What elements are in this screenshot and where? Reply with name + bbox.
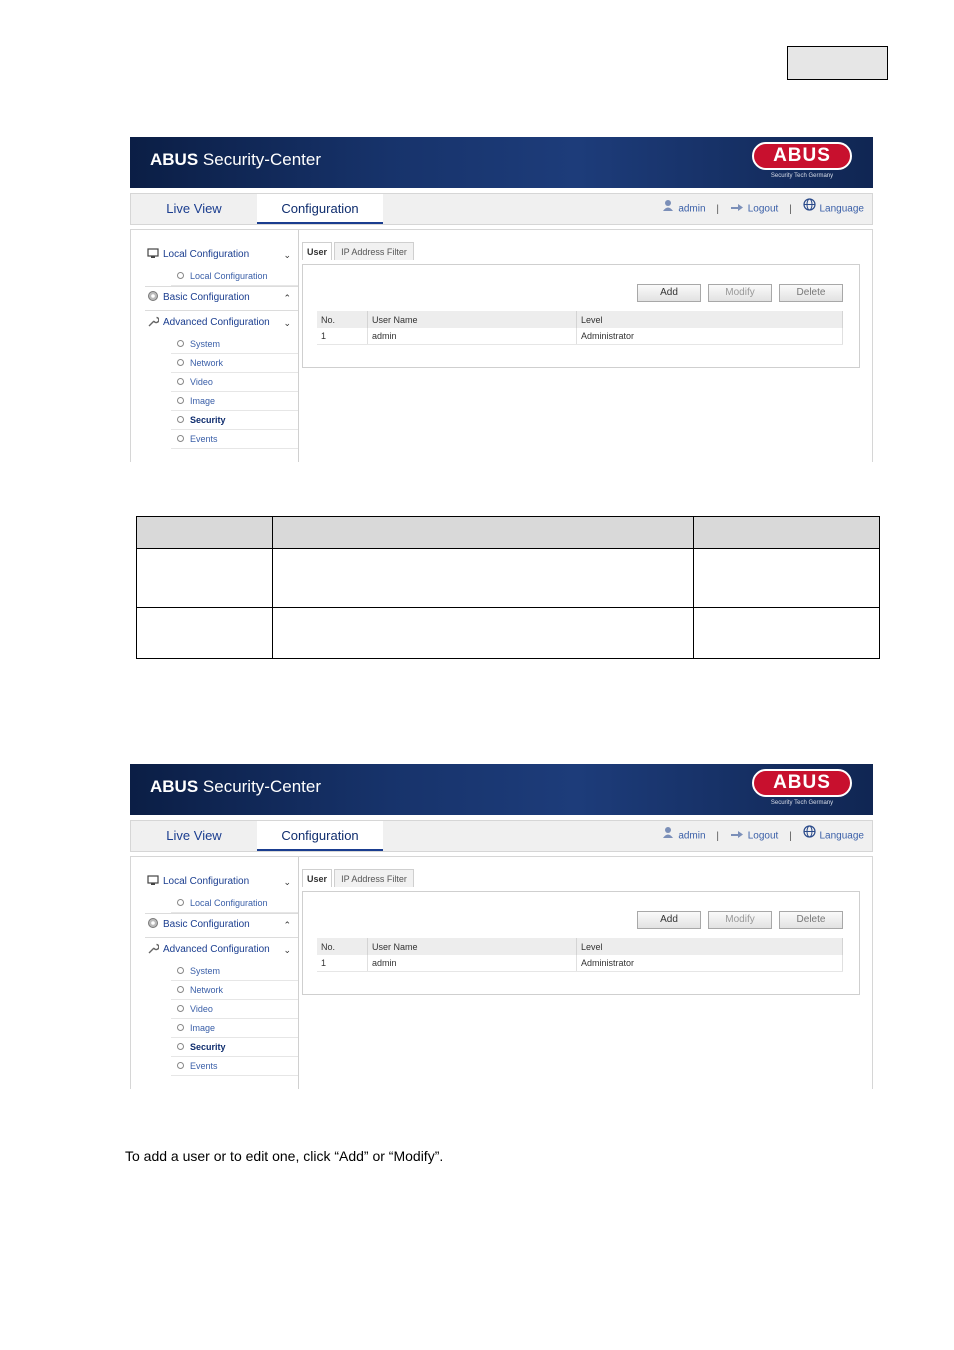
- nav-right: admin | Logout | Language: [662, 194, 864, 224]
- sidebar-advanced-configuration[interactable]: Advanced Configuration ⌄: [147, 312, 297, 334]
- tab-ip-address-filter[interactable]: IP Address Filter: [334, 869, 414, 887]
- top-navbar: [130, 193, 873, 225]
- tab-live-view[interactable]: Live View: [166, 201, 222, 216]
- sidebar-item-local-configuration[interactable]: Local Configuration: [171, 894, 298, 913]
- user-name[interactable]: admin: [678, 203, 706, 215]
- modify-button[interactable]: Modify: [708, 284, 772, 302]
- caption-text: To add a user or to edit one, click “Add” or “Modify”.: [125, 1148, 444, 1164]
- sidebar-item-events[interactable]: Events: [171, 1057, 298, 1076]
- chevron-down-icon: ⌄: [283, 318, 291, 328]
- sidebar-advanced-configuration[interactable]: Advanced Configuration ⌄: [147, 939, 297, 961]
- tab-configuration[interactable]: Configuration: [257, 821, 383, 851]
- abus-logo: ABUS Security Tech Germany: [752, 769, 852, 811]
- sidebar-local-configuration[interactable]: Local Configuration ⌄: [147, 244, 297, 266]
- tab-user[interactable]: User: [302, 869, 332, 887]
- top-navbar: [130, 820, 873, 852]
- main-area: [130, 229, 873, 462]
- sidebar-basic-configuration[interactable]: Basic Configuration ⌃: [147, 287, 297, 309]
- sidebar-basic-configuration[interactable]: Basic Configuration ⌃: [147, 914, 297, 936]
- sidebar-item-security[interactable]: Security: [171, 1038, 298, 1057]
- screenshot-bottom: [130, 764, 873, 1089]
- logout-icon: [730, 821, 744, 851]
- sidebar-item-network[interactable]: Network: [171, 981, 298, 1000]
- wrench-icon: [147, 314, 159, 326]
- nav-right: admin | Logout | Language: [662, 821, 864, 851]
- table-row[interactable]: 1 admin Administrator: [317, 955, 843, 972]
- table-row[interactable]: 1 admin Administrator: [317, 328, 843, 345]
- sidebar-item-video[interactable]: Video: [171, 373, 298, 392]
- delete-button[interactable]: Delete: [779, 911, 843, 929]
- sidebar-item-system[interactable]: System: [171, 335, 298, 354]
- chevron-down-icon: ⌄: [283, 877, 291, 887]
- app-header: [130, 137, 873, 188]
- wrench-icon: [147, 941, 159, 953]
- chevron-down-icon: ⌄: [283, 945, 291, 955]
- description-table: [136, 516, 880, 659]
- content-area: [302, 242, 862, 372]
- screenshot-top: [130, 137, 873, 462]
- delete-button[interactable]: Delete: [779, 284, 843, 302]
- sidebar-local-configuration[interactable]: Local Configuration ⌄: [147, 871, 297, 893]
- user-icon: [662, 821, 674, 851]
- chevron-up-icon: ⌃: [283, 920, 291, 930]
- logout-link[interactable]: Logout: [747, 830, 779, 842]
- app-header: [130, 764, 873, 815]
- chevron-up-icon: ⌃: [283, 293, 291, 303]
- user-panel: [302, 264, 860, 368]
- user-table: No. User Name Level 1 admin Administrator: [317, 938, 843, 972]
- main-area: [130, 856, 873, 1089]
- gear-icon: [147, 916, 159, 928]
- logout-icon: [730, 194, 744, 224]
- user-name[interactable]: admin: [678, 830, 706, 842]
- tab-user[interactable]: User: [302, 242, 332, 260]
- add-button[interactable]: Add: [637, 284, 701, 302]
- tab-configuration[interactable]: Configuration: [257, 194, 383, 224]
- tab-live-view[interactable]: Live View: [166, 828, 222, 843]
- gear-icon: [147, 289, 159, 301]
- sidebar-item-security[interactable]: Security: [171, 411, 298, 430]
- globe-icon: [803, 194, 816, 224]
- app-title: ABUS Security-Center: [150, 777, 321, 796]
- language-link[interactable]: Language: [819, 830, 864, 842]
- sidebar-item-network[interactable]: Network: [171, 354, 298, 373]
- logout-link[interactable]: Logout: [747, 203, 779, 215]
- user-panel: [302, 891, 860, 995]
- language-link[interactable]: Language: [819, 203, 864, 215]
- user-table: No. User Name Level 1 admin Administrator: [317, 311, 843, 345]
- tab-ip-address-filter[interactable]: IP Address Filter: [334, 242, 414, 260]
- monitor-icon: [147, 873, 159, 885]
- sidebar-item-image[interactable]: Image: [171, 392, 298, 411]
- app-title: ABUS Security-Center: [150, 150, 321, 169]
- content-area: [302, 869, 862, 999]
- globe-icon: [803, 821, 816, 851]
- chevron-down-icon: ⌄: [283, 250, 291, 260]
- modify-button[interactable]: Modify: [708, 911, 772, 929]
- user-icon: [662, 194, 674, 224]
- sidebar-item-image[interactable]: Image: [171, 1019, 298, 1038]
- page-number-box: [787, 46, 888, 80]
- abus-logo: ABUS Security Tech Germany: [752, 142, 852, 184]
- sidebar-item-video[interactable]: Video: [171, 1000, 298, 1019]
- monitor-icon: [147, 246, 159, 258]
- sidebar-item-local-configuration[interactable]: Local Configuration: [171, 267, 298, 286]
- sidebar: [131, 230, 299, 462]
- add-button[interactable]: Add: [637, 911, 701, 929]
- sidebar: [131, 857, 299, 1089]
- sidebar-item-events[interactable]: Events: [171, 430, 298, 449]
- sidebar-item-system[interactable]: System: [171, 962, 298, 981]
